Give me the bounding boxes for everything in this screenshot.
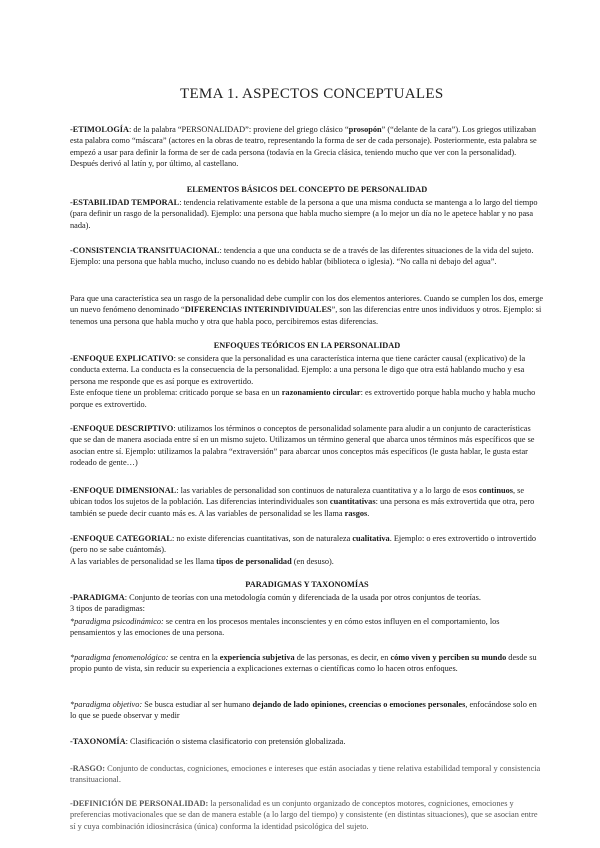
categorial-text-1: : no existe diferencias cuantitativas, son de naturaleza <box>171 534 353 543</box>
fenomenologico-text-1: se centra en la <box>168 653 220 662</box>
estabilidad-label: -ESTABILIDAD TEMPORAL <box>70 198 180 207</box>
descriptivo-text: : utilizamos los términos o conceptos de personalidad solamente para aludir a un conjunto de características que se dan de manera asociada entre sí en un mismo sujeto. Utilizamos un término general que abarca unos términos más específicos que se asocian entre sí. Ejemplo: utilizamos la palabra “extraversión” para abarcar unos conceptos más específicos (le gusta hablar, le gusta estar rodeado de gente…) <box>70 424 535 468</box>
diferencias-interindividuales: DIFERENCIAS INTERINDIVIDUALES <box>184 305 332 315</box>
etimologia-prosopon: prosopón <box>348 125 382 134</box>
paradigma-paragraph <box>70 592 544 615</box>
categorial-label: -ENFOQUE CATEGORIAL <box>70 534 172 543</box>
continuos-term: continuos <box>478 486 513 495</box>
dejando-de-lado: dejando de lado opiniones, creencias o emociones personales <box>252 700 466 709</box>
etimologia-text-1: : de la palabra “PERSONALIDAD”: proviene del griego clásico “ <box>129 125 349 134</box>
consistencia-label: -CONSISTENCIA TRANSITUACIONAL <box>70 246 220 255</box>
rasgos-term: rasgos <box>344 508 368 518</box>
consistencia-paragraph <box>70 245 544 268</box>
etimologia-label: -ETIMOLOGÍA <box>70 125 130 134</box>
explicativo-paragraph <box>70 353 544 410</box>
paradigmas-heading: PARADIGMAS Y TAXONOMÍAS <box>245 580 369 589</box>
etimologia-paragraph <box>70 124 544 170</box>
page-title: TEMA 1. ASPECTOS CONCEPTUALES <box>180 86 444 102</box>
rasgo-text-2: ”, son las diferencias entre unos individuos y otros. Ejemplo: si tenemos una persona que habla mucho y otra que habla poco, percibiremos estas diferencias. <box>70 305 542 326</box>
categorial-text-2: . Ejemplo: o eres extrovertido o introvertido (pero no se sabe cuántomás). <box>70 534 536 555</box>
taxonomia-paragraph <box>70 736 544 747</box>
explicativo-text-3: : es extrovertido porque habla mucho y habla mucho porque es extrovertido. <box>70 388 536 409</box>
psicodinamico-label: *paradigma psicodinámico: <box>70 617 164 626</box>
paradigma-text-2: 3 tipos de paradigmas: <box>70 604 145 614</box>
categorial-paragraph <box>70 533 544 567</box>
dimensional-text-2: , se ubican todos los sujetos de la población. Las diferencias interindividuales son <box>70 486 525 507</box>
personalidad-definition-paragraph <box>70 798 544 832</box>
dimensional-label: -ENFOQUE DIMENSIONAL <box>70 486 177 495</box>
fenomenologico-text-3: desde su propio punto de vista, sin reducir su experiencia a explicaciones externas o científicas como lo hacen otros enfoques. <box>70 653 537 674</box>
tipos-personalidad-term: tipos de personalidad <box>216 556 292 566</box>
dimensional-text-4: . <box>367 508 370 518</box>
rasgo-label: -RASGO: <box>70 764 106 773</box>
fenomenologico-paragraph <box>70 652 544 675</box>
consistencia-text: : tendencia a que una conducta se de a través de las diferentes situaciones de la vida del sujeto. Ejemplo: una persona que habla mucho, incluso cuando no es debido hablar (biblioteca o iglesia). “No calla ni debajo del agua”. <box>70 246 534 267</box>
rasgo-definition-text: Conjunto de conductas, cogniciones, emociones e intereses que están asociadas y tiene relativa estabilidad temporal y consistencia transituacional. <box>70 764 541 785</box>
razonamiento-circular: razonamiento circular <box>281 388 361 398</box>
como-viven-perciben: cómo viven y perciben su mundo <box>390 653 507 662</box>
paradigma-text-1: : Conjunto de teorías con una metodología común y diferenciada de la usada por otros conjuntos de teorías. <box>124 593 481 602</box>
categorial-text-4: (en desuso). <box>291 556 334 566</box>
cualitativa-term: cualitativa <box>352 534 390 543</box>
dimensional-text-3: : una persona es más extrovertida que otra, pero también se puede decir cuanto más es. A las variables de personalidad se les llama <box>70 497 535 518</box>
etimologia-text-2: ” (“delante de la cara”). Los griegos utilizaban esta palabra como “máscara” (actores en la obras de teatro, representando la forma de ser de cada personaje). Posteriormente, esta palabra se empezó a usar para definir la forma de ser de cada persona (todavía en la Grecia clásica, teniendo mucho que ver con la personalidad). Después derivó al latín y, por último, al castellano. <box>70 125 537 169</box>
dimensional-paragraph <box>70 485 544 519</box>
taxonomia-label: -TAXONOMÍA <box>70 737 126 746</box>
explicativo-text-2: Este enfoque tiene un problema: criticado porque se basa en un <box>70 388 282 398</box>
elementos-heading: ELEMENTOS BÁSICOS DEL CONCEPTO DE PERSONALIDAD <box>186 185 428 194</box>
estabilidad-text: : tendencia relativamente estable de la persona a que una misma conducta se mantenga a lo largo del tiempo (para definir un rasgo de la personalidad). Ejemplo: una persona que habla mucho siempre (a lo mejor un día no le apetece hablar y no pasa nada). <box>70 198 538 230</box>
descriptivo-label: -ENFOQUE DESCRIPTIVO <box>70 424 174 433</box>
psicodinamico-text: se centra en los procesos mentales inconscientes y en cómo estos influyen en el comportamiento, los pensamientos y las emociones de una persona. <box>70 617 500 638</box>
personalidad-def-label: -DEFINICIÓN DE PERSONALIDAD: <box>70 799 209 808</box>
explicativo-label: -ENFOQUE EXPLICATIVO <box>70 354 174 363</box>
explicativo-text-1: : se considera que la personalidad es una característica interna que tiene carácter causal (explicativo) de la conducta externa. La conducta es la consecuencia de la personalidad. Ejemplo: a una persona le digo que otra está hablando mucho y esa persona me responde que es así porque es extrovertido. <box>70 354 526 386</box>
objetivo-text-2: , enfocándose solo en lo que se puede observar y medir <box>70 700 537 721</box>
rasgo-requirements-paragraph <box>70 293 544 327</box>
psicodinamico-paragraph <box>70 616 544 639</box>
objetivo-label: *paradigma objetivo: <box>70 700 143 709</box>
cuantitativas-term: cuantitativas <box>329 497 376 507</box>
dimensional-text-1: : las variables de personalidad son continuos de naturaleza cuantitativa y a lo largo de esos <box>176 486 479 495</box>
objetivo-text-1: Se busca estudiar al ser humano <box>142 700 253 709</box>
experiencia-subjetiva: experiencia subjetiva <box>219 653 295 662</box>
personalidad-def-text: la personalidad es un conjunto organizado de conceptos motores, cogniciones, emociones y preferencias motivacionales que se dan de manera estable (a lo largo del tiempo) y consistente (en distintas situaciones), que se asocian entre sí y cuya combinación idiosincrásica (única) conforma la identidad psicológica del sujeto. <box>70 799 538 831</box>
taxonomia-text: : Clasificación o sistema clasificatorio con pretensión globalizada. <box>125 737 346 746</box>
descriptivo-paragraph <box>70 423 544 469</box>
objetivo-paragraph <box>70 699 544 722</box>
categorial-text-3: A las variables de personalidad se les llama <box>70 556 217 566</box>
fenomenologico-label: *paradigma fenomenológico: <box>70 653 169 662</box>
rasgo-definition-paragraph <box>70 763 544 786</box>
estabilidad-paragraph <box>70 197 544 231</box>
paradigma-label: -PARADIGMA <box>70 593 125 602</box>
fenomenologico-text-2: de las personas, es decir, en <box>294 653 391 662</box>
rasgo-text-1: Para que una característica sea un rasgo de la personalidad debe cumplir con los dos elementos anteriores. Cuando se cumplen los dos, emerge un nuevo fenómeno denominado “ <box>70 294 544 315</box>
enfoques-heading: ENFOQUES TEÓRICOS EN LA PERSONALIDAD <box>213 341 401 350</box>
